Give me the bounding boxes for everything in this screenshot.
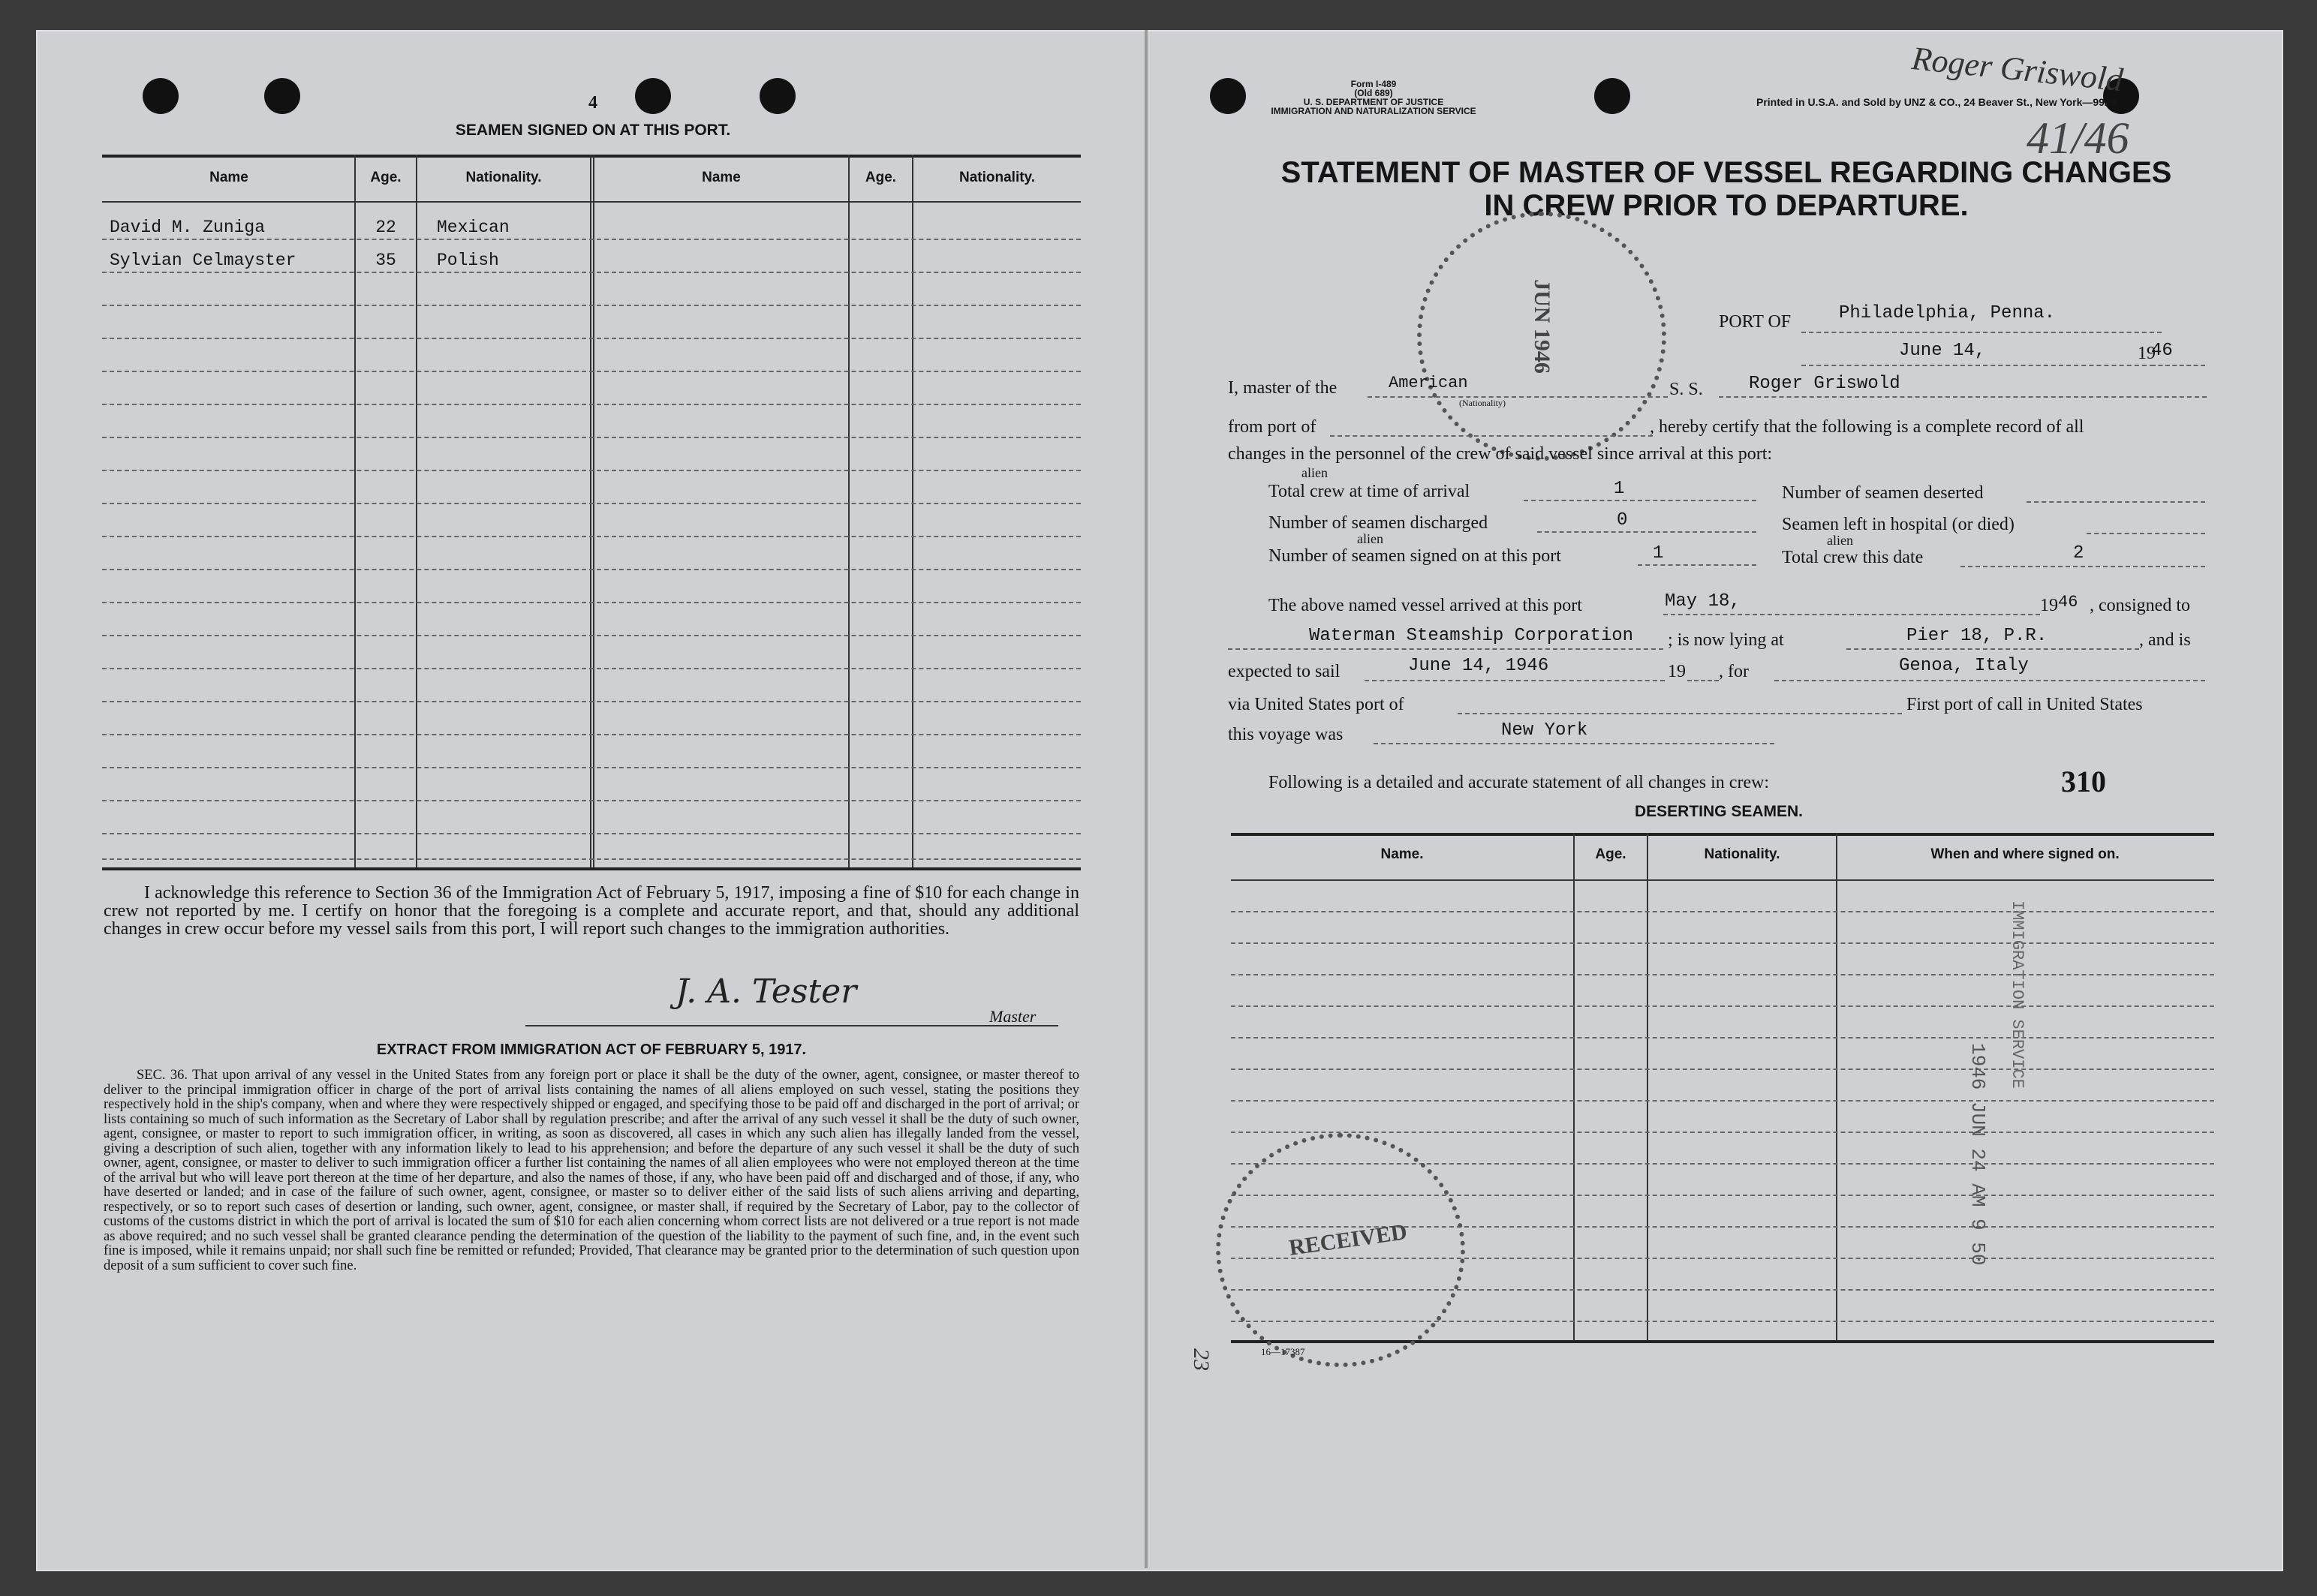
- ss-label: S. S.: [1669, 380, 1703, 399]
- consignee-value: Waterman Steamship Corporation: [1309, 626, 1634, 646]
- sail-value: June 14, 1946: [1408, 656, 1549, 676]
- column-header-age: Age.: [370, 170, 402, 185]
- printer-note: Printed in U.S.A. and Sold by UNZ & CO., 24 Beaver St., New York—9920: [1756, 96, 2117, 108]
- table-row-2-age: 35: [375, 251, 396, 270]
- page-fold: [1145, 30, 1148, 1568]
- consigned-label: , consigned to: [2090, 596, 2190, 615]
- form-title: STATEMENT OF MASTER OF VESSEL REGARDING CHANGES IN CREW PRIOR TO DEPARTURE.: [1280, 156, 2172, 222]
- handwritten-code: 310: [2061, 765, 2106, 798]
- lying-value: Pier 18, P.R.: [1906, 626, 2048, 646]
- arrived-value: May 18,: [1665, 591, 1741, 612]
- year-prefix: 19: [2138, 344, 2156, 363]
- acknowledgment-paragraph: I acknowledge this reference to Section 36 of the Immigration Act of February 5, 1917, imposing a fine of $10 for each change in crew not reported by me. I certify on honor that the foregoing is a complete and accurate report, and that, should any additional changes in crew occur before my vessel sails from this port, I will report such changes to the immigration authorities.: [104, 883, 1079, 939]
- voyage-value: New York: [1501, 720, 1588, 741]
- column-header-name-2: Name: [702, 170, 741, 185]
- year-value: 46: [2151, 341, 2173, 361]
- total-crew-label: Total crew at time of arrival: [1268, 482, 1470, 501]
- changes-text: changes in the personnel of the crew of said vessel since arrival at this port:: [1228, 444, 1773, 464]
- voyage-label: this voyage was: [1228, 725, 1344, 744]
- punch-hole: [264, 78, 300, 114]
- deserting-column-when-where: When and where signed on.: [1930, 846, 2120, 862]
- punch-hole: [1210, 78, 1246, 114]
- table-row-1-age: 22: [375, 218, 396, 237]
- footer-code: 16—17387: [1261, 1346, 1305, 1357]
- deserted-label: Number of seamen deserted: [1782, 483, 1984, 503]
- and-is-label: , and is: [2139, 630, 2191, 650]
- received-stamp: RECEIVED: [1216, 1133, 1465, 1367]
- handwritten-vessel-name: Roger Griswold: [1909, 39, 2125, 99]
- margin-mark: 23: [1189, 1348, 1214, 1371]
- for-label: , for: [1719, 662, 1749, 681]
- punch-hole: [1594, 78, 1630, 114]
- punch-hole: [760, 78, 796, 114]
- handwritten-number: 41/46: [2027, 113, 2129, 163]
- hospital-label: Seamen left in hospital (or died): [1782, 515, 2015, 534]
- first-port-label: First port of call in United States: [1906, 695, 2143, 714]
- discharged-value: 0: [1617, 510, 1628, 530]
- column-header-nationality-2: Nationality.: [959, 170, 1035, 185]
- lying-label: ; is now lying at: [1668, 630, 1784, 650]
- table-row-1-nationality: Mexican: [437, 218, 510, 237]
- table-row-2-nationality: Polish: [437, 251, 499, 270]
- table-row-1-name: David M. Zuniga: [110, 218, 266, 237]
- deserting-column-nationality: Nationality.: [1704, 846, 1780, 862]
- alien-insert: alien: [1301, 465, 1328, 480]
- nationality-value: American: [1389, 374, 1468, 392]
- destination-value: Genoa, Italy: [1899, 656, 2029, 676]
- extract-heading: EXTRACT FROM IMMIGRATION ACT OF FEBRUARY 5, 1917.: [376, 1041, 807, 1058]
- punch-hole: [635, 78, 671, 114]
- total-date-value: 2: [2073, 543, 2084, 564]
- signed-on-label: Number of seamen signed on at this port: [1268, 546, 1561, 566]
- column-header-age-2: Age.: [865, 170, 897, 185]
- table-row-2-name: Sylvian Celmayster: [110, 251, 296, 270]
- column-header-name: Name: [209, 170, 248, 185]
- sail-label: expected to sail: [1228, 662, 1341, 681]
- side-date-stamp: 1946 JUN 24 AM 9 50: [1966, 1043, 1989, 1266]
- alien-insert-3: alien: [1827, 533, 1853, 548]
- deserting-column-age: Age.: [1595, 846, 1626, 862]
- arrived-year-value: 46: [2058, 593, 2078, 612]
- port-label: PORT OF: [1719, 312, 1792, 332]
- master-signature: J. A. Tester: [676, 972, 857, 1011]
- punch-hole: [143, 78, 179, 114]
- side-service-stamp: IMMIGRATION SERVICE: [2008, 900, 2027, 1089]
- deserting-column-name: Name.: [1380, 846, 1424, 862]
- master-of-the-label: I, master of the: [1228, 378, 1338, 398]
- date-value: June 14,: [1899, 341, 1986, 361]
- following-text: Following is a detailed and accurate statement of all changes in crew:: [1268, 773, 1770, 792]
- total-crew-value: 1: [1614, 479, 1625, 499]
- port-value: Philadelphia, Penna.: [1839, 303, 2056, 323]
- date-stamp: JUN 1946: [1417, 212, 1666, 461]
- total-date-label: Total crew this date: [1782, 548, 1924, 567]
- page-number: 4: [588, 93, 597, 113]
- nationality-caption: (Nationality): [1459, 398, 1506, 408]
- vessel-name: Roger Griswold: [1749, 374, 1900, 394]
- form-header: Form I-489 (Old 689) U. S. DEPARTMENT OF JUSTICE IMMIGRATION AND NATURALIZATION SERVICE: [1271, 79, 1476, 116]
- via-label: via United States port of: [1228, 695, 1404, 714]
- from-port-label: from port of: [1228, 417, 1316, 437]
- alien-insert-2: alien: [1357, 531, 1383, 546]
- signed-on-value: 1: [1653, 543, 1664, 564]
- arrived-year-prefix: 19: [2040, 596, 2058, 615]
- arrived-label: The above named vessel arrived at this port: [1268, 596, 1582, 615]
- seamen-signed-heading: SEAMEN SIGNED ON AT THIS PORT.: [455, 122, 731, 139]
- master-label: Master: [989, 1007, 1037, 1026]
- column-header-nationality: Nationality.: [465, 170, 542, 185]
- sail-year-prefix: 19: [1668, 662, 1686, 681]
- certify-text: , hereby certify that the following is a complete record of all: [1650, 417, 2084, 437]
- deserting-heading: DESERTING SEAMEN.: [1634, 803, 1804, 820]
- extract-text: SEC. 36. That upon arrival of any vessel in the United States from any foreign port or place it shall be the duty of the owner, agent, consignee, or master thereof to deliver to the principal immigration officer in charge of the port of arrival lists containing the names of all aliens employed on such vessel, stating the positions they respectively hold in the ship's company, when and where they were respectively shipped or engaged, and specifying those to be paid off and discharged in the port of arrival; or lists containing so much of such information as the Secretary of Labor shall by regulation prescribe; and after the arrival of any such vessel it shall be the duty of such owner, agent, consignee, or master to report to such immigration officer, in writing, as soon as discovered, all cases in which any such alien has illegally landed from the vessel, giving a description of such alien, together with any information likely to lead to his apprehension; and before the departure of any such vessel it shall be the duty of such owner, agent, consignee, or master to deliver to such immigration officer a further list containing the names of all alien employees who were not employed thereon at the time of the arrival but who will leave port thereon at the time of her departure, and also the names of those, if any, who have been paid off and discharged and of those, if any, who have deserted or landed; and in case of the failure of such owner, agent, consignee, or master so to deliver either of the said lists of such aliens arriving and departing, respectively, or so to report such cases of desertion or landing, such owner, agent, consignee, or master shall, if required by the Secretary of Labor, pay to the collector of customs of the customs district in which the port of arrival is located the sum of $10 for each alien concerning whom correct lists are not delivered or a true report is not made as above required; and no such vessel shall be granted clearance pending the determination of the question of the liability to the payment of such fine, and, in the event such fine is imposed, while it remains unpaid; nor shall such fine be remitted or refunded; Provided, That clearance may be granted prior to the determination of such question upon deposit of a sum sufficient to cover such fine.: [104, 1068, 1079, 1273]
- discharged-label: Number of seamen discharged: [1268, 513, 1488, 533]
